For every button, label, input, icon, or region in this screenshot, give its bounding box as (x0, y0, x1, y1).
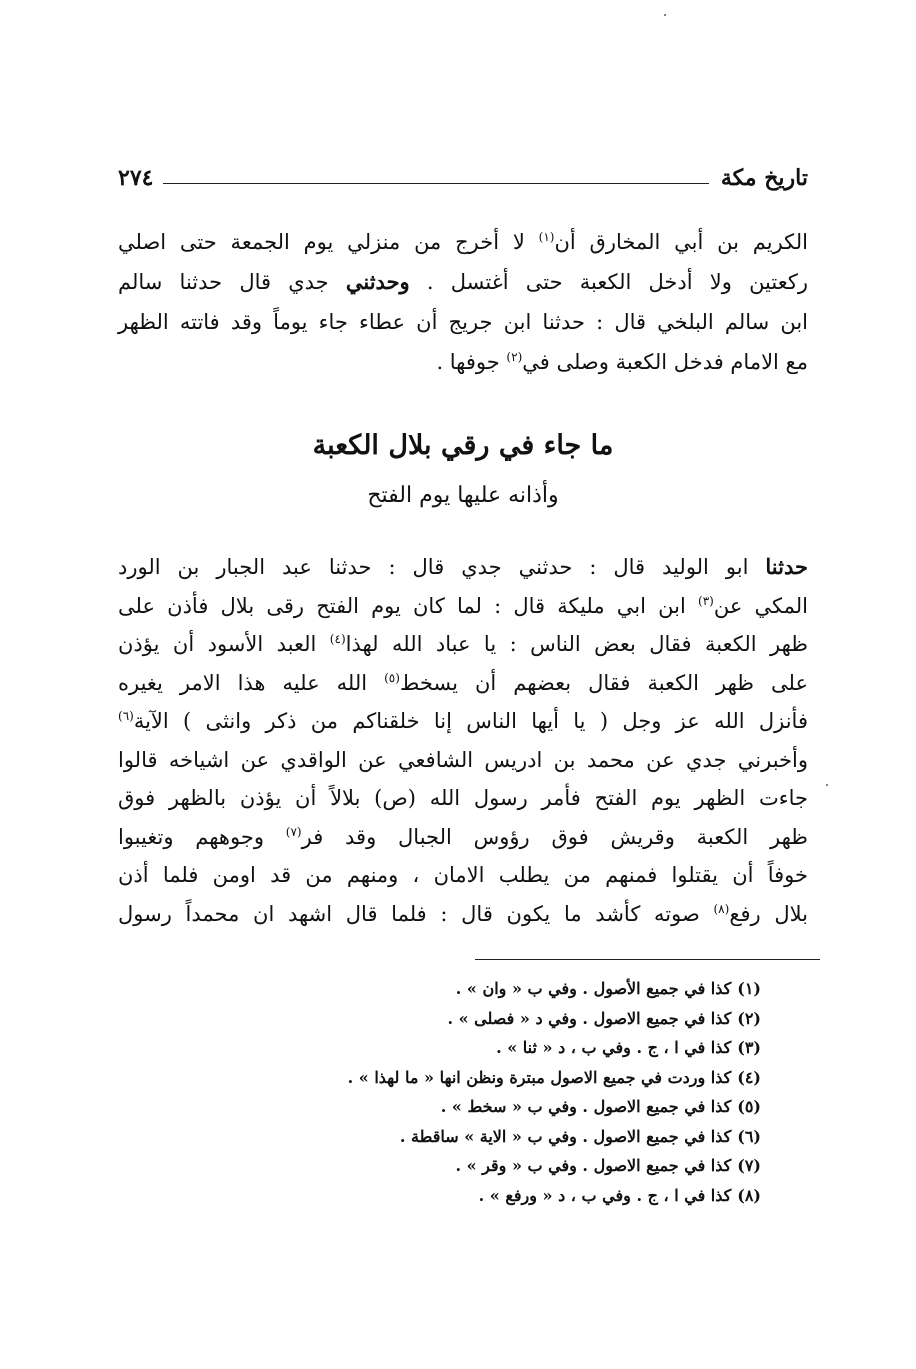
footnote-ref[interactable]: (٦) (118, 709, 134, 723)
footnote-number: (٨) (737, 1185, 761, 1205)
text-line: ركعتين ولا أدخل الكعبة حتى أغتسل . وحدثني جدي قال حدثنا سالم (118, 269, 808, 294)
footnote-ref[interactable]: (٨) (713, 901, 730, 916)
text-line: مع الامام فدخل الكعبة وصلى في$^{(٢)}$ جوفها . (436, 350, 808, 374)
footnote: (١)كذا في جميع الأصول . وفي ب « وان » . (455, 979, 761, 998)
section-heading: ما جاء في رقي بلال الكعبة (312, 430, 614, 461)
footnote-number: (٦) (737, 1126, 761, 1146)
running-header (118, 160, 808, 196)
paragraph-1 (118, 222, 808, 382)
footnote: (٦)كذا في جميع الاصول . وفي ب « الاية » ساقطة . (399, 1126, 761, 1146)
paragraph-2 (118, 548, 808, 933)
section-subheading: وأذانه عليها يوم الفتح (367, 483, 559, 508)
text-line: ظهر الكعبة فقال بعض الناس : يا عباد الله لهذا$^{(٤)}$ العبد الأسود أن يؤذن (118, 632, 808, 656)
header-rule (163, 183, 708, 184)
scan-speck (664, 14, 666, 16)
footnote-number: (٤) (737, 1067, 761, 1087)
footnotes (161, 974, 761, 1210)
footnote: (٣)كذا في ا ، ج . وفي ب ، د « ثنا » . (496, 1038, 761, 1057)
text-line: حدثنا ابو الوليد قال : حدثني جدي قال : حدثنا عبد الجبار بن الورد (118, 554, 808, 579)
footnote-ref[interactable]: (١) (538, 230, 555, 244)
footnote-number: (٢) (737, 1008, 761, 1028)
scan-speck (826, 784, 828, 786)
footnote-number: (١) (737, 979, 761, 998)
text-line: خوفاً أن يقتلوا فمنهم من يطلب الامان ، ومنهم من قد اومن فلما أذن (118, 863, 808, 887)
footnote: (٤)كذا وردت في جميع الاصول مبترة ونظن انها « ما لهذا » . (347, 1067, 761, 1087)
text-line: جاءت الظهر يوم الفتح فأمر رسول الله (ص) بلالاً أن يؤذن بالظهر فوق (118, 786, 808, 810)
footnote-number: (٣) (737, 1038, 761, 1057)
text-line: ابن سالم البلخي قال : حدثنا ابن جريج أن عطاء جاء يوماً وقد فاتته الظهر (118, 310, 808, 334)
text-line: وأخبرني جدي عن محمد بن ادريس الشافعي عن الواقدي عن اشياخه قالوا (118, 747, 808, 772)
footnote-ref[interactable]: (٧) (285, 824, 302, 839)
footnote-ref[interactable]: (٤) (329, 632, 346, 646)
footnote: (٥)كذا في جميع الاصول . وفي ب « سخط » . (440, 1097, 761, 1116)
text-line: المكي عن$^{(٣)}$ ابن ابي مليكة قال : لما كان يوم الفتح رقى بلال فأذن على (118, 593, 808, 618)
page-number: ٢٧٤ (118, 165, 154, 191)
footnote-ref[interactable]: (٣) (698, 593, 714, 608)
footnote-ref[interactable]: (٥) (384, 670, 400, 685)
footnote: (٢)كذا في جميع الاصول . وفي د « فصلى » . (447, 1008, 761, 1028)
text-line: ظهر الكعبة وقريش فوق رؤوس الجبال وقد فر$^{(٧)}$ وجوههم وتغيبوا (118, 824, 808, 849)
footnote-ref[interactable]: (٢) (506, 350, 523, 364)
text-line: على ظهر الكعبة فقال بعضهم أن يسخط$^{(٥)}$ الله عليه هذا الامر يغيره (118, 670, 808, 695)
running-title: تاريخ مكة (720, 165, 808, 191)
isnad-keyword: حدثنا (765, 554, 808, 579)
footnote: (٧)كذا في جميع الاصول . وفي ب « وقر » . (455, 1156, 761, 1175)
isnad-keyword: وحدثني (345, 269, 410, 294)
text-line: فأنزل الله عز وجل ( يا أيها الناس إنا خلقناكم من ذكر وانثى ) الآية$^{(٦)}$ (118, 709, 808, 733)
footnote-rule (475, 959, 820, 960)
footnote-number: (٥) (737, 1097, 761, 1116)
text-line: الكريم بن أبي المخارق أن$^{(١)}$ لا أخرج من منزلي يوم الجمعة حتى اصلي (118, 230, 808, 254)
footnote: (٨)كذا في ا ، ج . وفي ب ، د « ورفع » . (478, 1185, 761, 1205)
footnote-number: (٧) (737, 1156, 761, 1175)
text-line: بلال رفع$^{(٨)}$ صوته كأشد ما يكون قال : فلما قال اشهد ان محمداً رسول (118, 901, 808, 926)
